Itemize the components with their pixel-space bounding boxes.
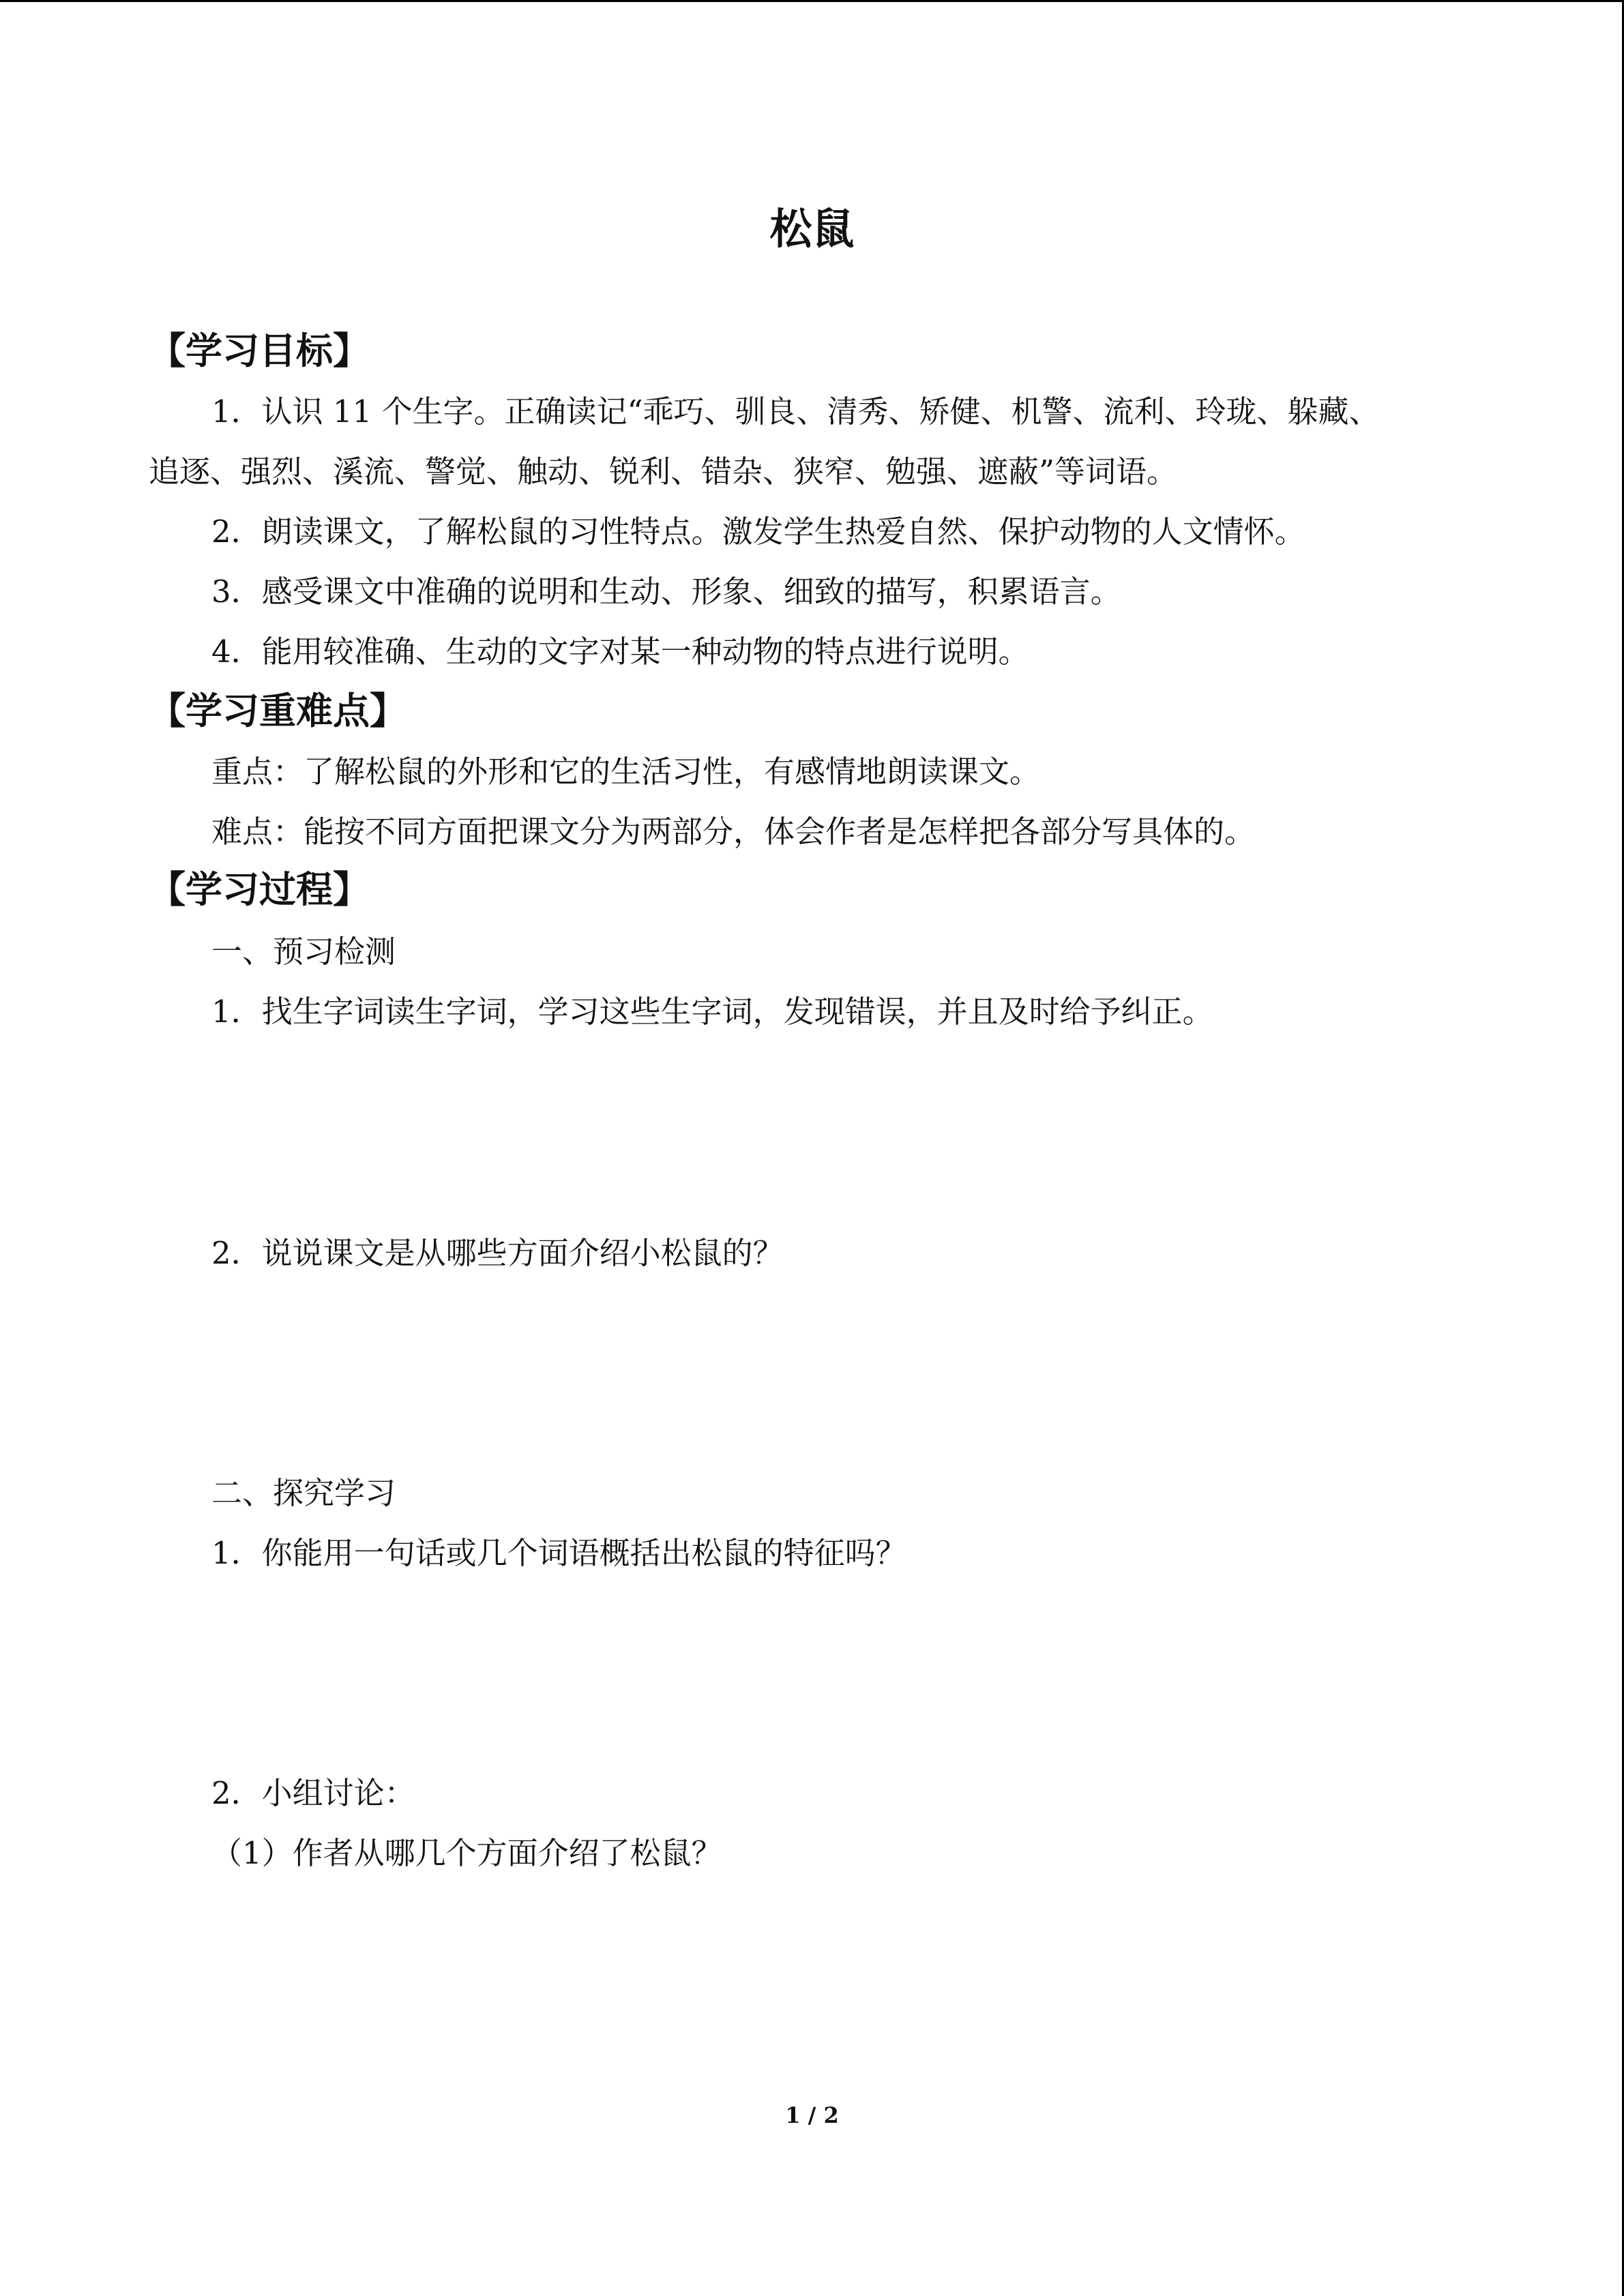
objective-item-4: 4．能用较准确、生动的文字对某一种动物的特点进行说明。	[211, 633, 1029, 670]
process-part1-question-1: 1．找生字词读生字词，学习这些生字词，发现错误，并且及时给予纠正。	[211, 994, 1213, 1030]
page-number: 1 / 2	[785, 2102, 839, 2128]
objectives-heading: 【学习目标】	[149, 329, 370, 372]
objective-item-1-cont: 追逐、强烈、溪流、警觉、触动、锐利、错杂、狭窄、勉强、遮蔽”等词语。	[149, 453, 1178, 490]
process-part2-title: 二、探究学习	[211, 1475, 396, 1511]
process-part2-question-2: 2．小组讨论：	[211, 1775, 415, 1811]
key-point-difficulty: 难点：能按不同方面把课文分为两部分，体会作者是怎样把各部分写具体的。	[211, 814, 1256, 850]
page-title: 松鼠	[769, 204, 855, 254]
process-heading: 【学习过程】	[149, 868, 370, 911]
objective-item-1: 1．认识 11 个生字。正确读记“乖巧、驯良、清秀、矫健、机警、流利、玲珑、躲藏、	[211, 393, 1380, 430]
objective-item-3: 3．感受课文中准确的说明和生动、形象、细致的描写，积累语言。	[211, 573, 1121, 610]
process-part2-question-2-sub-1: （1）作者从哪几个方面介绍了松鼠？	[211, 1835, 722, 1871]
key-point-focus: 重点：了解松鼠的外形和它的生活习性，有感情地朗读课文。	[211, 754, 1041, 790]
process-part2-question-1: 1．你能用一句话或几个词语概括出松鼠的特征吗？	[211, 1535, 906, 1571]
process-part1-question-2: 2．说说课文是从哪些方面介绍小松鼠的？	[211, 1235, 784, 1271]
objective-item-2: 2．朗读课文，了解松鼠的习性特点。激发学生热爱自然、保护动物的人文情怀。	[211, 513, 1305, 550]
process-part1-title: 一、预习检测	[211, 934, 396, 970]
key-points-heading: 【学习重难点】	[149, 689, 407, 732]
